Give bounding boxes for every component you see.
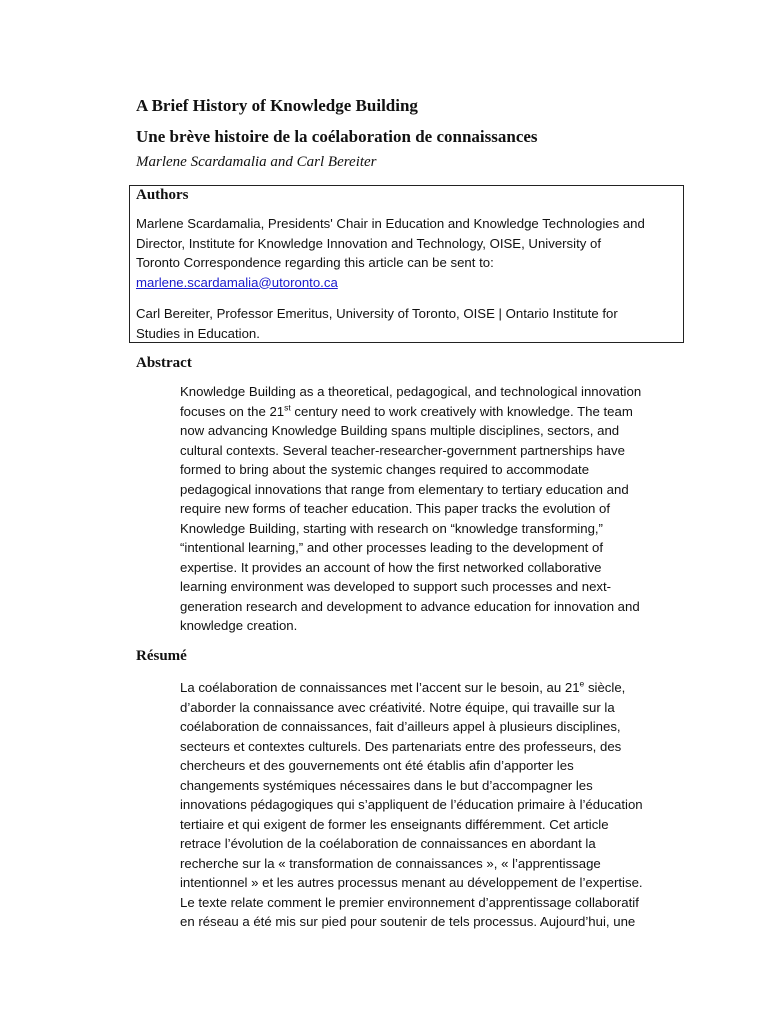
abstract-line: “intentional learning,” and other processes leading to the development of [180, 540, 604, 555]
resume-line: recherche sur la « transformation de connaissances », « l’apprentissage [180, 855, 601, 871]
paper-title-french: Une brève histoire de la coélaboration de connaissances [136, 127, 538, 146]
abstract-line: focuses on the 21st century need to work creatively with knowledge. The team [180, 402, 633, 419]
resume-line: d’aborder la connaissance avec créativité. Notre équipe, qui travaille sur la [180, 699, 615, 715]
author1-line: Marlene Scardamalia, Presidents' Chair in Education and Knowledge Technologies and [136, 216, 645, 231]
author1-line: Director, Institute for Knowledge Innovation and Technology, OISE, University of [136, 235, 601, 251]
author-names: Marlene Scardamalia and Carl Bereiter [136, 154, 377, 170]
abstract-line: knowledge creation. [180, 618, 298, 633]
resume-text [180, 678, 676, 932]
abstract-line: now advancing Knowledge Building spans multiple disciplines, sectors, and [180, 423, 620, 438]
resume-line: coélaboration de connaissances, fait d’ailleurs appel à plusieurs disciplines, [180, 719, 621, 734]
abstract-line: Knowledge Building, starting with research on “knowledge transforming,” [180, 520, 603, 536]
resume-line: La coélaboration de connaissances met l’accent sur le besoin, au 21e siècle, [180, 678, 626, 695]
author2-line: Studies in Education. [136, 325, 260, 341]
resume-line: innovations pédagogiques qui s’appliquent de l’éducation primaire à l’éducation [180, 797, 643, 812]
resume-line: en réseau a été mis sur pied pour soutenir de tels processus. Aujourd’hui, une [180, 914, 636, 929]
resume-line: retrace l’évolution de la coélaboration de connaissances en abordant la [180, 836, 596, 851]
resume-line: chercheurs et des gouvernements ont été établis afin d’apporter les [180, 758, 574, 773]
abstract-line: expertise. It provides an account of how the first networked collaborative [180, 559, 602, 575]
resume-line: tertiaire et qui exigent de former les enseignants différemment. Cet article [180, 816, 609, 832]
author1-line: Toronto Correspondence regarding this article can be sent to: [136, 255, 494, 270]
abstract-line: require new forms of teacher education. This paper tracks the evolution of [180, 501, 611, 516]
author2-affiliation [136, 304, 676, 343]
abstract-line: learning environment was developed to support such processes and next- [180, 579, 612, 594]
abstract-line: pedagogical innovations that range from elementary to tertiary education and [180, 481, 629, 497]
authors-heading: Authors [136, 187, 189, 203]
abstract-line: Knowledge Building as a theoretical, pedagogical, and technological innovation [180, 384, 642, 399]
abstract-line: cultural contexts. Several teacher-researcher-government partnerships have [180, 442, 625, 458]
paper-title-english: A Brief History of Knowledge Building [136, 96, 418, 115]
resume-line: changements systémiques nécessaires dans le but d’accompagner les [180, 777, 593, 793]
author1-affiliation [136, 214, 676, 292]
resume-line: intentionnel » et les autres processus menant au développement de l’expertise. [180, 875, 643, 890]
abstract-line: formed to bring about the systemic changes required to accommodate [180, 462, 590, 477]
resume-line: secteurs et contextes culturels. Des partenariats entre des professeurs, des [180, 738, 622, 754]
authors-box [129, 185, 684, 343]
abstract-heading: Abstract [136, 355, 192, 371]
abstract-line: generation research and development to advance education for innovation and [180, 598, 640, 614]
abstract-text [180, 382, 676, 636]
author2-line: Carl Bereiter, Professor Emeritus, University of Toronto, OISE | Ontario Institute for [136, 306, 618, 321]
resume-line: Le texte relate comment le premier environnement d’apprentissage collaboratif [180, 894, 639, 910]
author1-email-link[interactable]: marlene.scardamalia@utoronto.ca [136, 274, 338, 290]
resume-heading: Résumé [136, 648, 187, 664]
